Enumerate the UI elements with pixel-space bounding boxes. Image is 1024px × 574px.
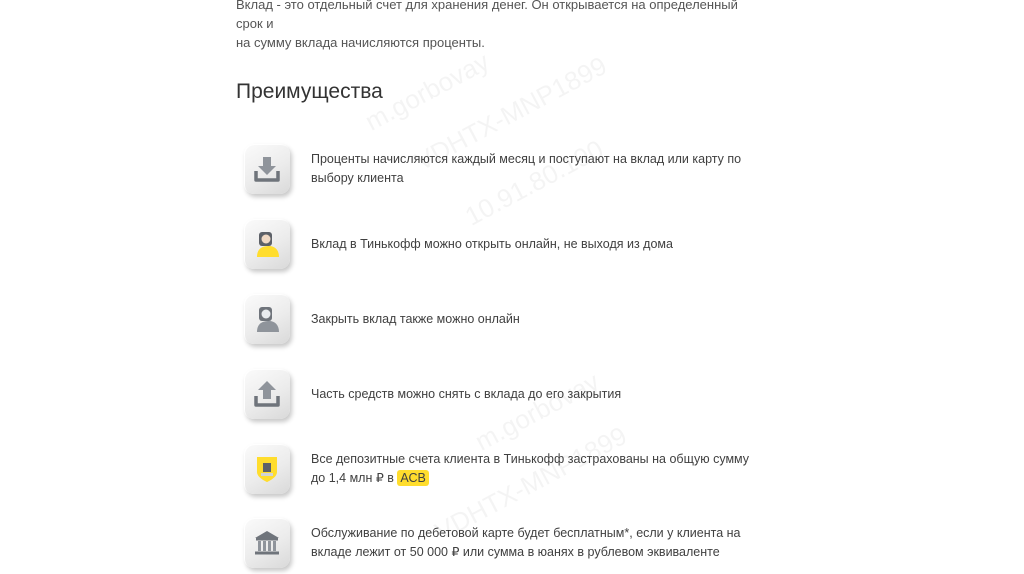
benefit-item — [244, 294, 764, 344]
benefit-item — [244, 144, 764, 194]
upload-tray-icon — [244, 369, 290, 419]
benefit-text-main: Все депозитные счета клиента в Тинькофф застрахованы на общую сумму до 1,4 млн ₽ в — [311, 452, 750, 485]
benefit-text: Закрыть вклад также можно онлайн — [311, 311, 520, 326]
benefit-item — [244, 369, 764, 419]
section-title: Преимущества — [236, 80, 383, 103]
benefit-text — [311, 450, 751, 488]
benefit-item — [244, 444, 764, 494]
bank-building-icon — [244, 518, 290, 568]
intro-text — [236, 0, 756, 52]
benefit-text: Проценты начисляются каждый месяц и поступают на вклад или карту по выбору клиента — [311, 152, 742, 185]
benefit-item — [244, 219, 764, 269]
benefit-item — [244, 518, 764, 568]
user-yellow-icon — [244, 219, 290, 269]
download-tray-icon — [244, 144, 290, 194]
user-gray-icon — [244, 294, 290, 344]
shield-icon — [244, 444, 290, 494]
benefit-text: Часть средств можно снять с вклада до его закрытия — [311, 386, 622, 401]
intro-line: на сумму вклада начисляются проценты. — [236, 35, 485, 50]
benefit-text: Обслуживание по дебетовой карте будет бесплатным*, если у клиента на вкладе лежит от 50 000 ₽ или сумма в юанях в рублевом эквиваленте — [311, 526, 741, 559]
intro-line: Вклад - это отдельный счет для хранения денег. Он открывается на определенный срок и — [236, 0, 738, 31]
benefit-text: Вклад в Тинькофф можно открыть онлайн, не выходя из дома — [311, 236, 673, 251]
asv-link[interactable]: АСВ — [397, 470, 428, 486]
